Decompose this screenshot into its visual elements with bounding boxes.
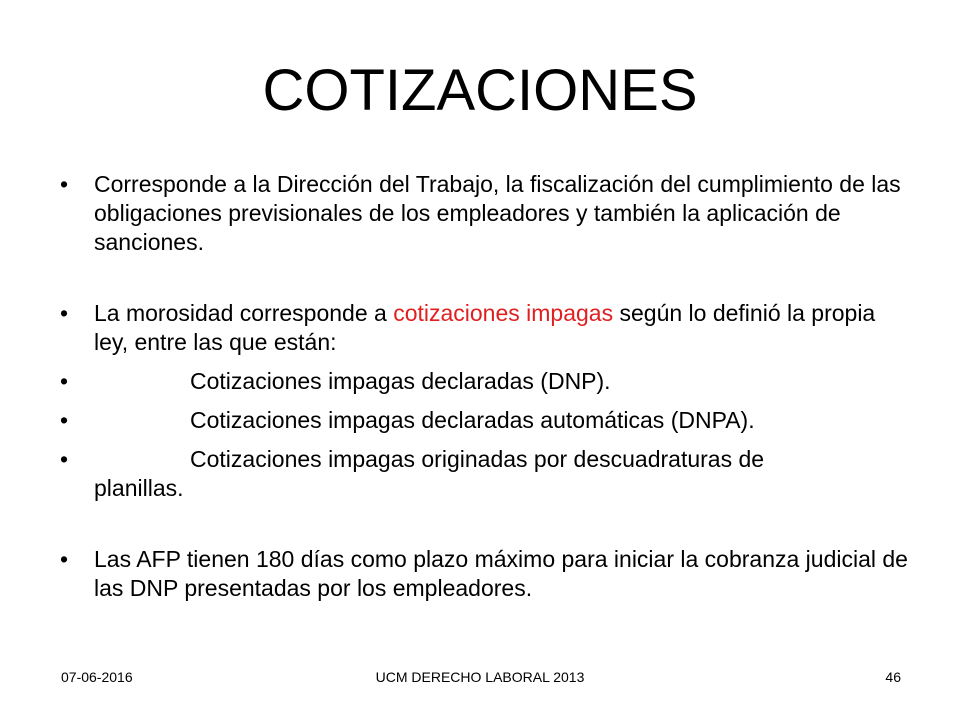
footer-course: UCM DERECHO LABORAL 2013 (375, 669, 585, 685)
bullet-item-6 (60, 545, 910, 603)
bullet-icon: • (60, 368, 69, 394)
bullet-text-5a: Cotizaciones impagas originadas por descuadraturas de (190, 446, 765, 472)
bullet-text-2a: La morosidad corresponde a (94, 300, 394, 326)
bullet-text-1: Corresponde a la Dirección del Trabajo, la fiscalización del cumplimiento de las obligaciones previsionales de los empleadores y también la aplicación de sanciones. (94, 171, 901, 255)
bullet-item-4 (60, 406, 910, 435)
bullet-item-3 (60, 367, 910, 396)
bullet-text-3: Cotizaciones impagas declaradas (DNP). (190, 368, 611, 394)
bullet-text-4: Cotizaciones impagas declaradas automáticas (DNPA). (190, 407, 755, 433)
footer-page-number: 46 (885, 669, 901, 685)
footer-date: 07-06-2016 (61, 669, 133, 685)
bullet-icon: • (60, 300, 69, 326)
bullet-icon: • (60, 546, 69, 572)
slide-title: COTIZACIONES (262, 58, 698, 123)
bullet-list (60, 170, 910, 603)
bullet-icon: • (60, 446, 69, 472)
highlight-text: cotizaciones impagas (393, 300, 614, 326)
bullet-text-2b: según lo definió la propia ley, entre las que están: (94, 300, 876, 355)
bullet-icon: • (60, 171, 69, 197)
bullet-item-2 (60, 299, 910, 357)
bullet-icon: • (60, 407, 69, 433)
bullet-item-5 (60, 445, 910, 503)
bullet-text-6: Las AFP tienen 180 días como plazo máximo para iniciar la cobranza judicial de las DNP presentadas por los empleadores. (94, 546, 908, 601)
bullet-item-1 (60, 170, 910, 257)
bullet-text-5b: planillas. (94, 475, 184, 501)
